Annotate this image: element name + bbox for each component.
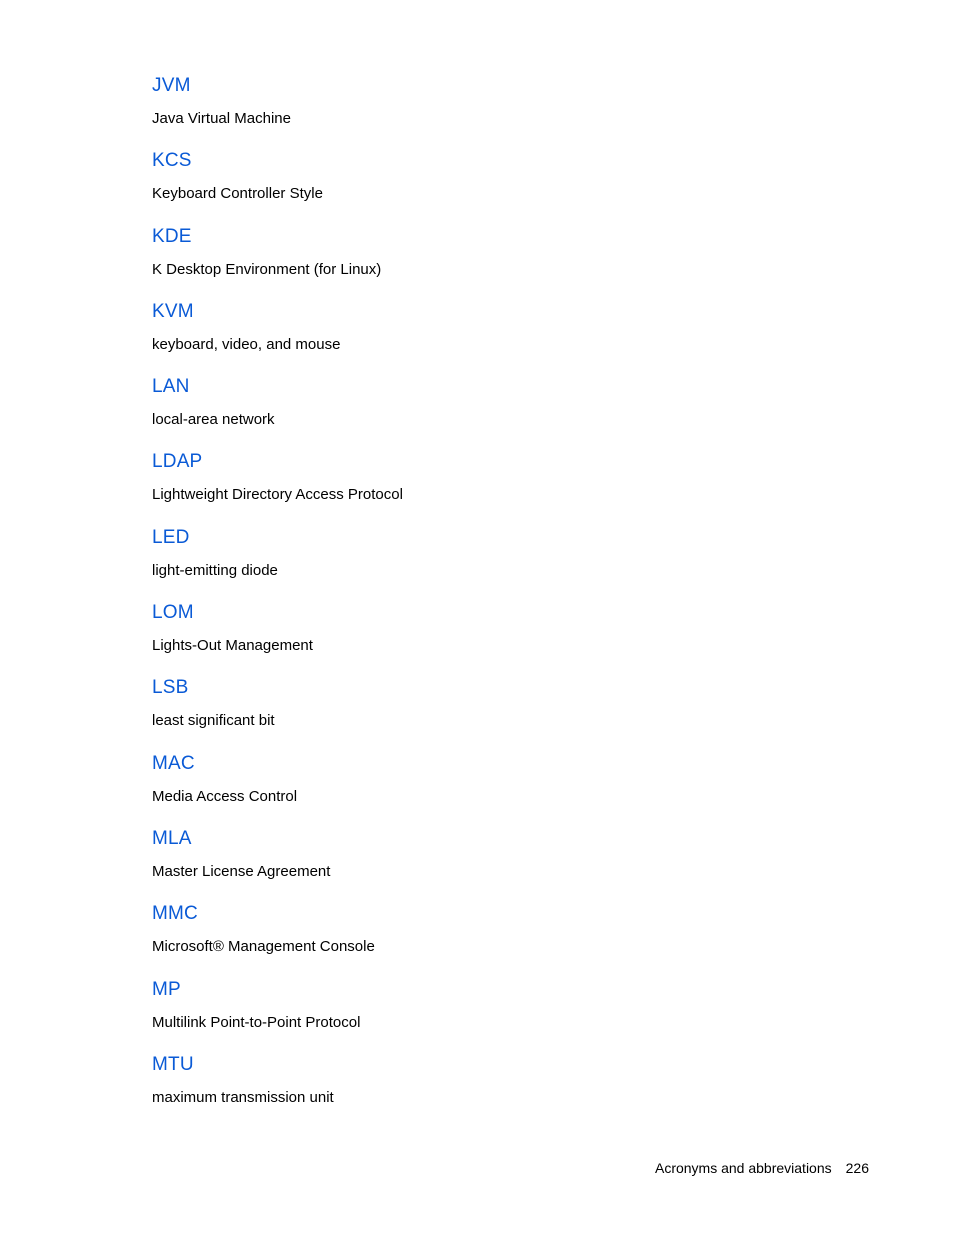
glossary-entry (152, 450, 852, 525)
glossary-entry (152, 225, 852, 300)
glossary-definition: maximum transmission unit (152, 1088, 334, 1106)
glossary-term[interactable]: LOM (152, 602, 194, 624)
glossary-definition: Multilink Point-to-Point Protocol (152, 1013, 361, 1031)
glossary-entry (152, 300, 852, 375)
glossary-entry (152, 1053, 852, 1128)
glossary-term[interactable]: MMC (152, 903, 198, 925)
glossary-definition: Lightweight Directory Access Protocol (152, 486, 403, 504)
glossary-term[interactable]: KDE (152, 225, 192, 247)
footer-section-title: Acronyms and abbreviations (654, 1160, 832, 1176)
glossary-definition: local-area network (152, 411, 275, 429)
glossary-definition: keyboard, video, and mouse (152, 335, 341, 353)
glossary-list (152, 74, 852, 1128)
glossary-definition: Microsoft® Management Console (152, 938, 375, 956)
glossary-term[interactable]: KVM (152, 300, 194, 322)
glossary-entry (152, 827, 852, 902)
glossary-entry (152, 978, 852, 1053)
glossary-entry (152, 902, 852, 977)
glossary-definition: Media Access Control (152, 787, 298, 805)
glossary-definition: Lights-Out Management (152, 637, 313, 655)
glossary-definition: least significant bit (152, 712, 275, 730)
glossary-definition: Keyboard Controller Style (152, 185, 323, 203)
glossary-term[interactable]: LAN (152, 376, 190, 398)
glossary-entry (152, 74, 852, 149)
glossary-entry (152, 752, 852, 827)
glossary-term[interactable]: LED (152, 526, 190, 548)
glossary-definition: Master License Agreement (152, 862, 331, 880)
glossary-term[interactable]: MLA (152, 827, 192, 849)
glossary-term[interactable]: LSB (152, 677, 189, 699)
glossary-definition: light-emitting diode (152, 561, 278, 579)
glossary-entry (152, 149, 852, 224)
glossary-entry (152, 676, 852, 751)
glossary-term[interactable]: MAC (152, 752, 195, 774)
glossary-definition: Java Virtual Machine (152, 110, 291, 127)
glossary-entry (152, 526, 852, 601)
glossary-definition: K Desktop Environment (for Linux) (152, 260, 382, 278)
glossary-term[interactable]: LDAP (152, 451, 203, 473)
page-number: 226 (845, 1160, 869, 1176)
glossary-term[interactable]: MTU (152, 1053, 194, 1075)
glossary-term[interactable]: MP (152, 978, 181, 1000)
glossary-term[interactable]: JVM (152, 75, 191, 96)
glossary-entry (152, 601, 852, 676)
page-footer (655, 1158, 869, 1178)
glossary-entry (152, 375, 852, 450)
glossary-term[interactable]: KCS (152, 150, 192, 172)
